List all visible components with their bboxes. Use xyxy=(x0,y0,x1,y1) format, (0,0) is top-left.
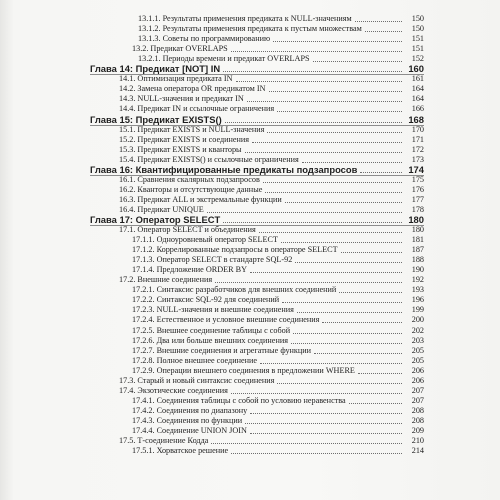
entry-title: 13.1.2. Результаты применения предиката к пустым множествам xyxy=(138,24,362,34)
dot-leader xyxy=(322,322,402,323)
page-number: 180 xyxy=(408,213,424,225)
entry-title: 17.1.1. Одноуровневый оператор SELECT xyxy=(132,235,279,245)
toc-entry xyxy=(90,446,424,456)
dot-leader xyxy=(277,383,402,384)
toc-entry xyxy=(90,406,424,416)
toc-entry xyxy=(90,104,424,114)
page-number: 208 xyxy=(411,405,424,415)
toc-entry xyxy=(90,376,424,386)
page-number: 187 xyxy=(411,245,424,255)
dot-leader xyxy=(250,433,402,434)
entry-title: 14.2. Замена оператора OR предикатом IN xyxy=(119,84,266,94)
entry-title: 17.2.2. Синтаксис SQL-92 для соединений xyxy=(132,295,280,305)
toc-entry xyxy=(90,426,424,436)
entry-title: 17.2.6. Два или больше внешних соединения xyxy=(132,335,288,345)
page-number: 150 xyxy=(411,24,424,34)
toc-entry xyxy=(90,24,424,34)
dot-leader xyxy=(250,272,402,273)
toc-entry xyxy=(90,135,424,145)
chapter-title: Глава 14: Предикат [NOT] IN xyxy=(90,63,221,75)
page-number: 205 xyxy=(411,345,424,355)
page-number: 178 xyxy=(411,204,424,214)
toc-entry xyxy=(90,245,424,255)
dot-leader xyxy=(349,403,402,404)
dot-leader xyxy=(247,101,402,102)
dot-leader xyxy=(263,182,402,183)
entry-title: 17.2.9. Операции внешнего соединения в предложении WHERE xyxy=(132,365,355,375)
page-number: 210 xyxy=(411,436,424,446)
toc-entry xyxy=(90,295,424,305)
toc-entry xyxy=(90,235,424,245)
chapter-title: Глава 17: Оператор SELECT xyxy=(90,213,221,225)
entry-title: 17.2.8. Полное внешнее соединение xyxy=(132,355,257,365)
dot-leader xyxy=(260,363,402,364)
dot-leader xyxy=(269,91,402,92)
page-number: 174 xyxy=(408,163,424,175)
dot-leader xyxy=(223,222,402,223)
entry-title: 16.2. Кванторы и отсутствующие данные xyxy=(119,184,263,194)
toc-chapter-heading xyxy=(90,165,424,175)
toc-entry xyxy=(90,14,424,24)
toc-entry xyxy=(90,265,424,275)
page-number: 203 xyxy=(411,335,424,345)
toc-entry xyxy=(90,336,424,346)
toc-entry xyxy=(90,145,424,155)
dot-leader xyxy=(267,132,402,133)
dot-leader xyxy=(277,111,402,112)
entry-title: 17.4.3. Соединения по функции xyxy=(132,415,243,425)
page-number: 199 xyxy=(411,305,424,315)
dot-leader xyxy=(339,292,402,293)
toc-entry xyxy=(90,74,424,84)
toc-entry xyxy=(90,175,424,185)
dot-leader xyxy=(231,51,402,52)
toc-entry xyxy=(90,195,424,205)
dot-leader xyxy=(250,413,402,414)
page-number: 206 xyxy=(411,375,424,385)
toc-chapter-heading xyxy=(90,64,424,74)
toc-entry xyxy=(90,436,424,446)
toc-entry xyxy=(90,366,424,376)
toc-entry xyxy=(90,356,424,366)
page-number: 207 xyxy=(411,395,424,405)
entry-title: 13.1.1. Результаты применения предиката к NULL-значениям xyxy=(138,14,352,24)
entry-title: 17.2.3. NULL-значения и внешние соединения xyxy=(132,305,294,315)
page-number: 207 xyxy=(411,385,424,395)
entry-title: 14.1. Оптимизация предиката IN xyxy=(119,74,233,84)
dot-leader xyxy=(252,142,402,143)
dot-leader xyxy=(236,81,402,82)
toc-chapter-heading xyxy=(90,215,424,225)
toc-entry xyxy=(90,225,424,235)
entry-title: 15.3. Предикат EXISTS и кванторы xyxy=(119,144,242,154)
toc-entry xyxy=(90,396,424,406)
entry-title: 17.4.2. Соединения по диапазону xyxy=(132,405,248,415)
page-number: 170 xyxy=(411,124,424,134)
entry-title: 17.1.2. Коррелированные подзапросы в операторе SELECT xyxy=(132,245,338,255)
entry-title: 17.4. Экзотические соединения xyxy=(119,385,228,395)
page-number: 161 xyxy=(411,74,424,84)
entry-title: 14.4. Предикат IN и ссылочные ограничения xyxy=(119,104,275,114)
dot-leader xyxy=(225,122,402,123)
chapter-title: Глава 15: Предикат EXISTS() xyxy=(90,113,222,125)
entry-title: 17.1. Оператор SELECT и объединения xyxy=(119,225,256,235)
entry-title: 14.3. NULL-значения и предикат IN xyxy=(119,94,244,104)
table-of-contents xyxy=(90,14,424,456)
entry-title: 17.5. Т-соединение Кодда xyxy=(119,436,209,446)
entry-title: 17.3. Старый и новый синтаксис соединения xyxy=(119,375,275,385)
entry-title: 15.4. Предикат EXISTS() и ссылочные ограничения xyxy=(119,154,299,164)
dot-leader xyxy=(365,31,402,32)
dot-leader xyxy=(259,232,402,233)
dot-leader xyxy=(360,172,402,173)
page-number: 196 xyxy=(411,295,424,305)
toc-entry xyxy=(90,346,424,356)
dot-leader xyxy=(265,192,402,193)
dot-leader xyxy=(302,162,402,163)
toc-entry xyxy=(90,125,424,135)
page-number: 202 xyxy=(411,325,424,335)
page-number: 214 xyxy=(411,446,424,456)
entry-title: 17.2.1. Синтаксис разработчиков для внешних соединений xyxy=(132,285,337,295)
toc-entry xyxy=(90,34,424,44)
entry-title: 17.4.4. Соединение UNION JOIN xyxy=(132,425,247,435)
page-number: 188 xyxy=(411,255,424,265)
entry-title: 17.1.3. Оператор SELECT в стандарте SQL-92 xyxy=(132,255,293,265)
entry-title: 13.1.3. Советы по программированию xyxy=(138,34,271,44)
dot-leader xyxy=(215,282,402,283)
toc-entry xyxy=(90,185,424,195)
toc-entry xyxy=(90,386,424,396)
page-number: 164 xyxy=(411,94,424,104)
toc-entry xyxy=(90,305,424,315)
dot-leader xyxy=(245,152,402,153)
toc-entry xyxy=(90,94,424,104)
toc-entry xyxy=(90,84,424,94)
page-number: 171 xyxy=(411,134,424,144)
dot-leader xyxy=(231,393,402,394)
entry-title: 17.5.1. Хорватское решение xyxy=(132,446,229,456)
entry-title: 17.2.4. Естественное и условное внешние соединения xyxy=(132,315,320,325)
dot-leader xyxy=(297,312,402,313)
page-number: 164 xyxy=(411,84,424,94)
page-number: 173 xyxy=(411,154,424,164)
page-number: 151 xyxy=(411,34,424,44)
page-number: 193 xyxy=(411,285,424,295)
page-number: 181 xyxy=(411,235,424,245)
dot-leader xyxy=(355,21,402,22)
entry-title: 15.2. Предикат EXISTS и соединения xyxy=(119,134,250,144)
dot-leader xyxy=(341,252,402,253)
page-number: 168 xyxy=(408,113,424,125)
toc-chapter-heading xyxy=(90,114,424,124)
dot-leader xyxy=(295,262,402,263)
dot-leader xyxy=(282,302,402,303)
page-number: 160 xyxy=(408,63,424,75)
page-number: 152 xyxy=(411,54,424,64)
page-number: 166 xyxy=(411,104,424,114)
page-number: 180 xyxy=(411,225,424,235)
toc-entry xyxy=(90,325,424,335)
dot-leader xyxy=(207,212,402,213)
page-number: 208 xyxy=(411,415,424,425)
dot-leader xyxy=(273,41,402,42)
entry-title: 13.2.1. Периоды времени и предикат OVERLAPS xyxy=(138,54,310,64)
toc-entry xyxy=(90,255,424,265)
entry-title: 17.4.1. Соединения таблицы с собой по условию неравенства xyxy=(132,395,346,405)
entry-title: 13.2. Предикат OVERLAPS xyxy=(132,44,228,54)
entry-title: 17.2.7. Внешние соединения и агрегатные функции xyxy=(132,345,312,355)
dot-leader xyxy=(313,61,402,62)
page-number: 177 xyxy=(411,194,424,204)
dot-leader xyxy=(293,333,402,334)
dot-leader xyxy=(314,353,402,354)
toc-entry xyxy=(90,285,424,295)
page-number: 209 xyxy=(411,425,424,435)
toc-entry xyxy=(90,275,424,285)
page-number: 151 xyxy=(411,44,424,54)
entry-title: 16.4. Предикат UNIQUE xyxy=(119,204,204,214)
page-number: 205 xyxy=(411,355,424,365)
entry-title: 17.1.4. Предложение ORDER BY xyxy=(132,265,248,275)
dot-leader xyxy=(281,242,402,243)
page-number: 150 xyxy=(411,14,424,24)
entry-title: 17.2. Внешние соединения xyxy=(119,275,213,285)
dot-leader xyxy=(285,202,402,203)
chapter-title: Глава 16: Квантифицированные предикаты подзапросов xyxy=(90,163,358,175)
entry-title: 16.1. Сравнения скалярных подзапросов xyxy=(119,174,260,184)
page-number: 172 xyxy=(411,144,424,154)
dot-leader xyxy=(231,453,402,454)
dot-leader xyxy=(358,373,402,374)
dot-leader xyxy=(291,343,402,344)
toc-entry xyxy=(90,44,424,54)
page-number: 200 xyxy=(411,315,424,325)
page-number: 206 xyxy=(411,365,424,375)
dot-leader xyxy=(223,71,402,72)
entry-title: 16.3. Предикат ALL и экстремальные функции xyxy=(119,194,282,204)
dot-leader xyxy=(245,423,402,424)
page-number: 175 xyxy=(411,174,424,184)
page-number: 192 xyxy=(411,275,424,285)
entry-title: 17.2.5. Внешнее соединение таблицы с собой xyxy=(132,325,291,335)
toc-entry xyxy=(90,315,424,325)
page-number: 190 xyxy=(411,265,424,275)
dot-leader xyxy=(211,443,402,444)
toc-entry xyxy=(90,416,424,426)
page-number: 176 xyxy=(411,184,424,194)
entry-title: 15.1. Предикат EXISTS и NULL-значения xyxy=(119,124,265,134)
